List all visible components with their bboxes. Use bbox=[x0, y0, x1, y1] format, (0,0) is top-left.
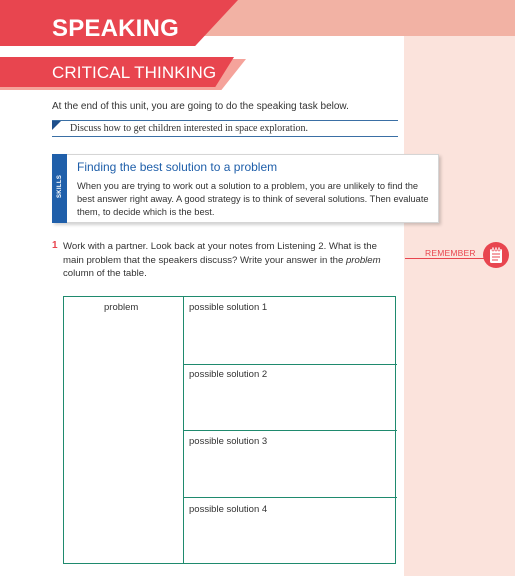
table-row-rule bbox=[183, 364, 397, 365]
exercise-text-end: column of the table. bbox=[63, 268, 147, 279]
skills-heading: Finding the best solution to a problem bbox=[77, 160, 278, 174]
right-margin bbox=[404, 36, 515, 576]
skills-tag: SKILLS bbox=[57, 174, 63, 198]
notepad-icon bbox=[482, 241, 510, 269]
table-cell-solution-2: possible solution 2 bbox=[189, 369, 268, 380]
table-cell-solution-3: possible solution 3 bbox=[189, 436, 268, 447]
table-cell-solution-4: possible solution 4 bbox=[189, 504, 268, 515]
remember-rule bbox=[405, 258, 485, 259]
page-title: SPEAKING bbox=[52, 15, 179, 42]
section-title: CRITICAL THINKING bbox=[52, 63, 217, 82]
intro-text: At the end of this unit, you are going to do the speaking task below. bbox=[52, 101, 349, 112]
task-bottom-rule bbox=[52, 136, 398, 137]
table-header-problem: problem bbox=[104, 302, 139, 313]
exercise-number: 1 bbox=[52, 240, 58, 251]
task-text: Discuss how to get children interested in space exploration. bbox=[70, 123, 308, 134]
solution-table bbox=[63, 296, 396, 564]
skills-body: When you are trying to work out a solution to a problem, you are unlikely to find the best answer right away. A good strategy is to think of several solutions. Then evaluate them, to decide which is the best. bbox=[77, 181, 429, 217]
table-row-rule bbox=[183, 430, 397, 431]
task-top-rule bbox=[52, 120, 398, 121]
exercise-instructions bbox=[63, 240, 398, 281]
table-cell-solution-1: possible solution 1 bbox=[189, 302, 268, 313]
exercise-text-italic: problem bbox=[345, 254, 381, 266]
table-row-rule bbox=[183, 497, 397, 498]
task-marker-icon bbox=[52, 121, 61, 130]
remember-label: REMEMBER bbox=[425, 248, 476, 258]
exercise-text-start: Work with a partner. Look back at your notes from Listening 2. What is the main problem that the speakers discuss? Write your answer in the bbox=[63, 241, 377, 266]
